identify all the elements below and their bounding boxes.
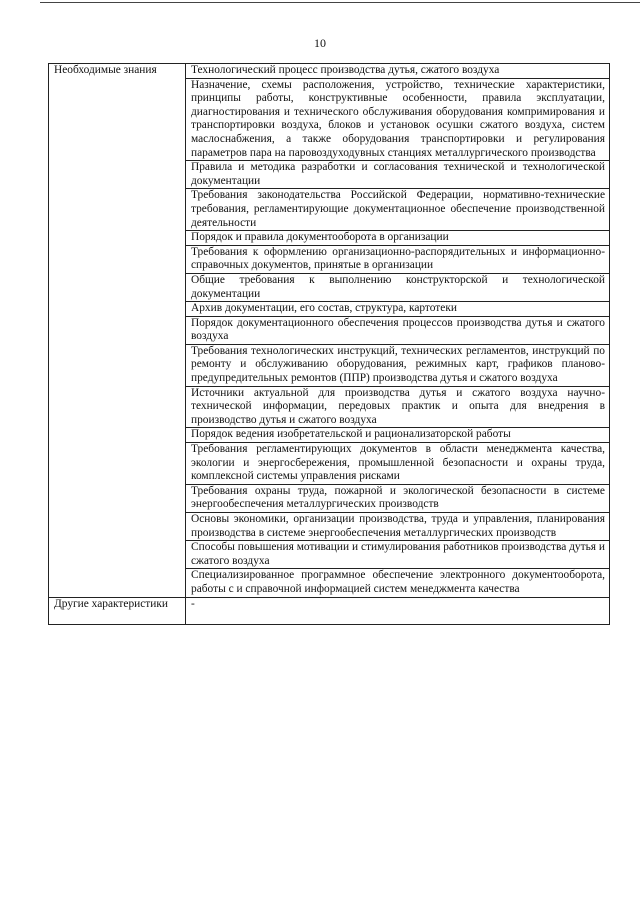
section-label-knowledge: Необходимые знания (49, 64, 186, 598)
knowledge-item: Правила и методика разработки и согласования технической и технологической документации (186, 161, 610, 189)
other-characteristics-row (49, 597, 610, 624)
other-characteristics-value: - (186, 597, 610, 624)
knowledge-item: Требования законодательства Российской Федерации, нормативно-технические требования, регламентирующие документационное обеспечение производственной деятельности (186, 189, 610, 231)
section-label-other: Другие характеристики (49, 597, 186, 624)
knowledge-item: Порядок ведения изобретательской и рационализаторской работы (186, 428, 610, 443)
page-number: 10 (314, 36, 326, 50)
top-border-line (40, 2, 640, 3)
requirements-table (48, 63, 610, 625)
knowledge-item: Источники актуальной для производства дутья и сжатого воздуха научно-технической информации, передовых практик и опыта для внедрения в производство дутья и сжатого воздуха (186, 386, 610, 428)
knowledge-item: Требования охраны труда, пожарной и экологической безопасности в системе энергообеспечения металлургических производств (186, 484, 610, 512)
knowledge-item: Назначение, схемы расположения, устройство, технические характеристики, принципы работы, конструктивные особенности, правила эксплуатации, диагностирования и технического обслуживания оборудования компримирования и транспортировки воздуха, блоков и установок осушки сжатого воздуха, систем маслоснабжения, а также оборудования транспортировки и регулирования параметров пара на паровоздуходувных станциях металлургического производства (186, 78, 610, 161)
knowledge-item: Требования регламентирующих документов в области менеджмента качества, экологии и энергосбережения, промышленной безопасности и охраны труда, комплексной системы управления рисками (186, 443, 610, 485)
knowledge-item: Требования технологических инструкций, технических регламентов, инструкций по ремонту и обслуживанию оборудования, режимных карт, графиков планово-предупредительных ремонтов (ППР) производства дутья и сжатого воздуха (186, 344, 610, 386)
knowledge-item: Технологический процесс производства дутья, сжатого воздуха (186, 64, 610, 79)
knowledge-item: Порядок и правила документооборота в организации (186, 231, 610, 246)
knowledge-item: Порядок документационного обеспечения процессов производства дутья и сжатого воздуха (186, 316, 610, 344)
knowledge-row (49, 64, 610, 79)
knowledge-item: Основы экономики, организации производства, труда и управления, планирования производства в системе энергообеспечения металлургических производств (186, 513, 610, 541)
knowledge-item: Общие требования к выполнению конструкторской и технологической документации (186, 273, 610, 301)
knowledge-item: Архив документации, его состав, структура, картотеки (186, 302, 610, 317)
knowledge-item: Специализированное программное обеспечение электронного документооборота, работы с и справочной информацией систем менеджмента качества (186, 569, 610, 597)
knowledge-item: Требования к оформлению организационно-распорядительных и информационно-справочных документов, принятые в организации (186, 245, 610, 273)
knowledge-item: Способы повышения мотивации и стимулирования работников производства дутья и сжатого воздуха (186, 541, 610, 569)
